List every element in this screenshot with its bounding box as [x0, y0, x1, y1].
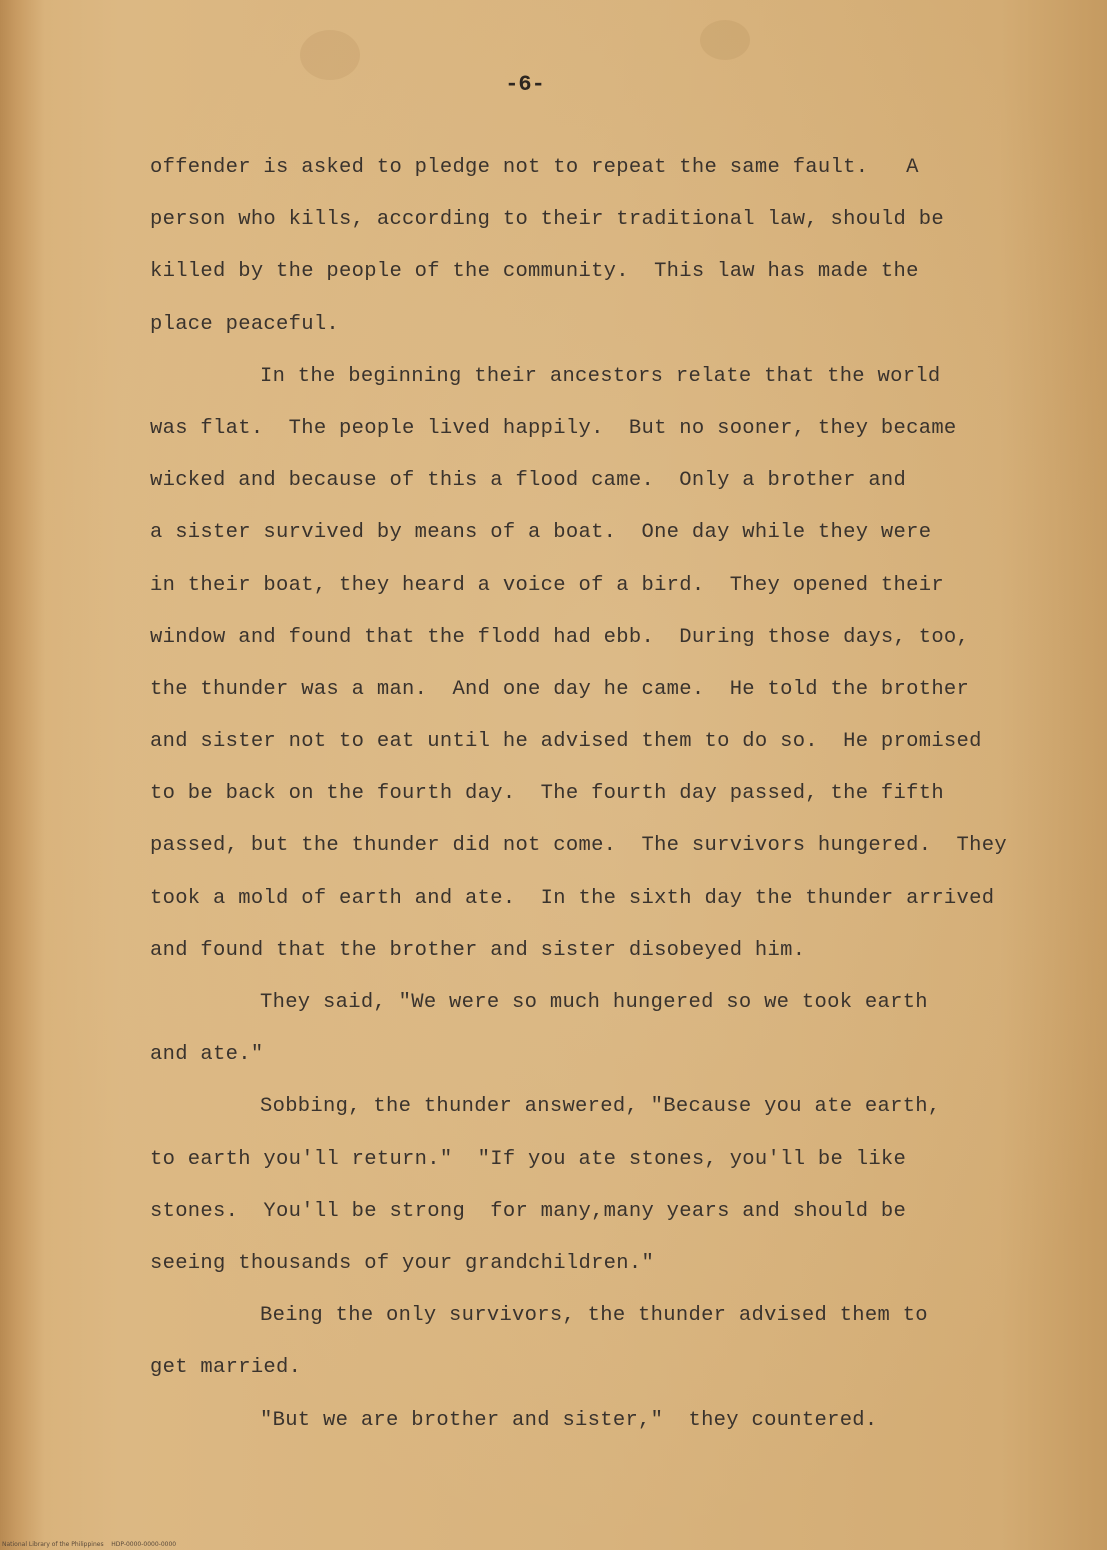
text-line: was flat. The people lived happily. But no sooner, they became — [150, 416, 957, 440]
text-line: and sister not to eat until he advised them to do so. He promised — [150, 730, 982, 754]
text-line: and found that the brother and sister disobeyed him. — [150, 938, 806, 962]
text-line: get married. — [150, 1356, 302, 1380]
text-line: Being the only survivors, the thunder advised them to — [260, 1304, 928, 1328]
text-line: person who kills, according to their traditional law, should be — [150, 208, 944, 232]
text-line: "But we are brother and sister," they countered. — [260, 1408, 878, 1432]
text-line: a sister survived by means of a boat. One day while they were — [150, 521, 932, 545]
text-line: offender is asked to pledge not to repeat the same fault. A — [150, 156, 919, 179]
text-line: wicked and because of this a flood came. Only a brother and — [150, 469, 907, 493]
text-line: place peaceful. — [150, 312, 340, 336]
text-line: Sobbing, the thunder answered, "Because you ate earth, — [260, 1095, 941, 1119]
text-line: They said, "We were so much hungered so we took earth — [260, 991, 928, 1014]
text-line: stones. You'll be strong for many,many years and should be — [150, 1199, 907, 1223]
text-line: took a mold of earth and ate. In the sixth day the thunder arrived — [150, 886, 995, 910]
page-number: -6- — [505, 72, 545, 97]
text-line: to be back on the fourth day. The fourth day passed, the fifth — [150, 782, 944, 806]
text-line: in their boat, they heard a voice of a bird. They opened their — [150, 573, 944, 597]
text-line: the thunder was a man. And one day he came. He told the brother — [150, 677, 970, 701]
text-line: killed by the people of the community. This law has made the — [150, 260, 919, 284]
text-line: and ate." — [150, 1043, 264, 1067]
text-line: window and found that the flodd had ebb. During those days, too, — [150, 625, 970, 649]
archive-footer: National Library of the Philippines HDP-0000-0000-0000 — [2, 1541, 177, 1548]
text-line: to earth you'll return." "If you ate stones, you'll be like — [150, 1147, 907, 1171]
body-text — [150, 142, 1050, 1447]
text-line: In the beginning their ancestors relate that the world — [260, 364, 941, 388]
text-line: seeing thousands of your grandchildren." — [150, 1251, 655, 1275]
paper-stain — [700, 20, 750, 60]
text-line: passed, but the thunder did not come. The survivors hungered. They — [150, 834, 1007, 858]
